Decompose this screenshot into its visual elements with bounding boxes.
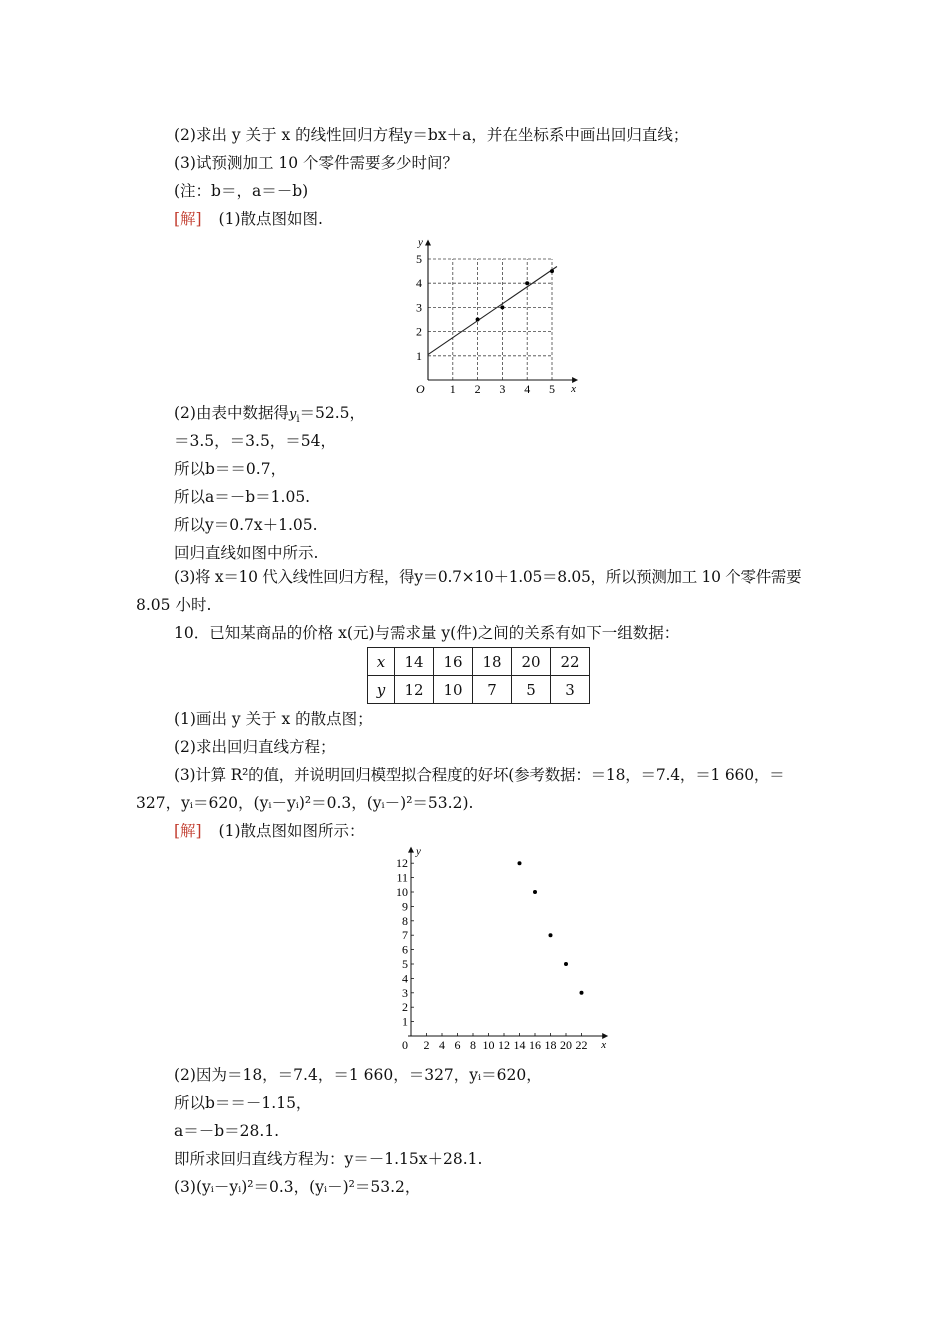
data-point	[580, 991, 584, 995]
solution-1	[174, 209, 323, 229]
q10-solution-3-line-1: (3)(yᵢ－yᵢ)²＝0.3，(yᵢ－)²＝53.2，	[174, 1178, 421, 1196]
x-tick-label: 0	[402, 1038, 408, 1052]
table-cell: 12	[395, 676, 434, 704]
table-cell: 20	[512, 648, 551, 676]
y-tick-label: 3	[402, 985, 408, 1000]
q10-part-2: (2)求出回归直线方程；	[174, 738, 336, 756]
y-axis-label: y	[418, 236, 423, 249]
solution-2-value: ＝52.5，	[299, 404, 366, 422]
q10-solution-1-text: (1)散点图如图所示：	[218, 822, 365, 840]
solution-2-line-3: 所以b＝＝0.7，	[174, 460, 287, 478]
x-tick-label: 1	[449, 382, 456, 396]
q10-part-3-line-1: (3)计算 R²的值，并说明回归模型拟合程度的好坏(参考数据：＝18，＝7.4，＝1 660，＝	[174, 766, 785, 784]
regression-line	[428, 267, 557, 355]
data-point	[525, 281, 529, 285]
solution-2-line-2: ＝3.5，＝3.5，＝54，	[174, 432, 337, 450]
q10-part-1: (1)画出 y 关于 x 的散点图；	[174, 710, 373, 728]
table-header-x: x	[368, 648, 395, 676]
y-tick-label: 8	[402, 913, 408, 928]
solution-2-line-6: 回归直线如图中所示.	[174, 544, 319, 562]
table-cell: 18	[473, 648, 512, 676]
data-point	[549, 933, 553, 937]
solution-tag: [解]	[174, 822, 202, 840]
x-tick-label: 4	[439, 1038, 445, 1052]
y-axis-arrow	[425, 239, 431, 245]
table-cell: 22	[551, 648, 590, 676]
sum-symbol-y: y	[288, 407, 297, 422]
q10-part-3-line-2: 327，yᵢ＝620，(yᵢ－yᵢ)²＝0.3，(yᵢ－)²＝53.2).	[136, 794, 474, 812]
y-axis-label: y	[416, 845, 421, 858]
y-tick-label: 3	[416, 300, 422, 315]
note-formula: (注：b＝，a＝－b)	[174, 182, 309, 200]
q10-solution-2-line-2: 所以b＝＝－1.15，	[174, 1094, 312, 1112]
table-cell: 5	[512, 676, 551, 704]
y-tick-label: 4	[402, 971, 408, 986]
x-tick-label: 22	[575, 1038, 588, 1052]
solution-3-line-1: (3)将 x＝10 代入线性回归方程，得y＝0.7×10＋1.05＝8.05，所以预测加工 10 个零件需要	[174, 568, 802, 586]
solution-tag: [解]	[174, 210, 202, 228]
data-point	[500, 305, 504, 309]
y-axis-arrow	[408, 847, 414, 853]
y-tick-label: 10	[396, 885, 408, 899]
table-cell: 7	[473, 676, 512, 704]
solution-3-line-2: 8.05 小时.	[136, 596, 212, 614]
question-part-2: (2)求出 y 关于 x 的线性回归方程y＝bx＋a，并在坐标系中画出回归直线；	[174, 126, 689, 144]
y-tick-label: 7	[402, 928, 408, 943]
origin-label: O	[416, 382, 425, 396]
x-tick-label: 3	[499, 382, 506, 396]
table-row-y	[368, 676, 590, 704]
y-tick-label: 1	[402, 1014, 408, 1029]
y-tick-label: 5	[402, 957, 408, 971]
x-tick-label: 8	[470, 1038, 476, 1052]
y-tick-label: 12	[396, 856, 408, 871]
data-point	[518, 861, 522, 865]
x-tick-label: 18	[544, 1038, 557, 1052]
q10-solution-2-line-4: 即所求回归直线方程为：y＝－1.15x＋28.1.	[174, 1150, 483, 1168]
table-cell: 3	[551, 676, 590, 704]
table-cell: 10	[434, 676, 473, 704]
table-cell: 16	[434, 648, 473, 676]
solution-2-line-5: 所以y＝0.7x＋1.05.	[174, 516, 318, 534]
x-tick-label: 20	[560, 1038, 572, 1052]
x-tick-label: 6	[454, 1038, 461, 1052]
x-tick-label: 5	[549, 382, 555, 396]
solution-2-line-1	[174, 403, 365, 430]
y-tick-label: 6	[402, 942, 408, 957]
x-axis-label: x	[571, 383, 576, 395]
y-tick-label: 2	[402, 1000, 408, 1015]
question-10: 10．已知某商品的价格 x(元)与需求量 y(件)之间的关系有如下一组数据：	[174, 624, 680, 642]
q10-solution-2-line-1: (2)因为＝18，＝7.4，＝1 660，＝327，yᵢ＝620，	[174, 1066, 542, 1084]
table-header-y: y	[368, 676, 395, 704]
x-tick-label: 14	[513, 1038, 526, 1052]
solution-2-line-4: 所以a＝－b＝1.05.	[174, 488, 311, 506]
x-tick-label: 4	[524, 382, 531, 396]
data-table	[367, 647, 590, 704]
q10-solution-2-line-3: a＝－b＝28.1.	[174, 1122, 280, 1140]
solution-2-prefix: (2)由表中数据得	[174, 404, 289, 422]
data-point	[533, 890, 537, 894]
data-point	[550, 269, 554, 273]
y-tick-label: 11	[396, 870, 408, 885]
scatter-chart-2	[388, 845, 607, 1056]
scatter-chart-1	[400, 230, 590, 396]
x-tick-label: 12	[498, 1038, 510, 1052]
q10-solution-1	[174, 821, 365, 841]
x-tick-label: 2	[423, 1038, 430, 1052]
data-point	[476, 318, 480, 322]
y-tick-label: 4	[416, 276, 422, 291]
x-tick-label: 2	[474, 382, 481, 396]
question-part-3: (3)试预测加工 10 个零件需要多少时间？	[174, 154, 459, 172]
data-point	[564, 962, 568, 966]
x-axis-label: x	[601, 1039, 607, 1051]
y-tick-label: 1	[416, 348, 422, 363]
solution-1-text: (1)散点图如图.	[218, 210, 323, 228]
table-row-x	[368, 648, 590, 676]
y-tick-label: 5	[416, 252, 422, 266]
x-tick-label: 16	[529, 1038, 541, 1052]
y-tick-label: 2	[416, 324, 422, 339]
x-tick-label: 10	[482, 1038, 495, 1052]
y-tick-label: 9	[402, 899, 408, 914]
table-cell: 14	[395, 648, 434, 676]
subscript-i: i	[296, 414, 300, 426]
